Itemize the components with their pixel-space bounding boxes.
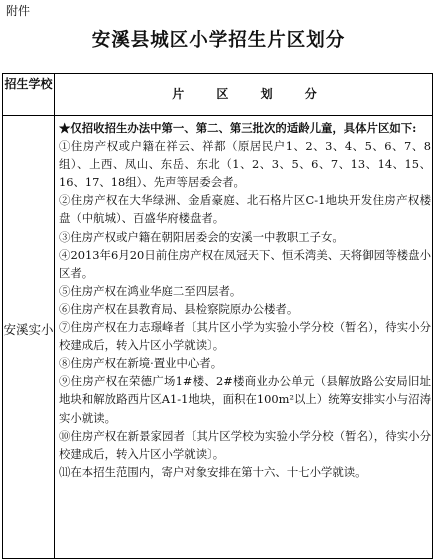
attachment-label: 附件 <box>6 4 31 18</box>
lead-text: ★仅招收招生办法中第一、第二、第三批次的适龄儿童，具体片区如下: <box>59 121 417 135</box>
district-item: ③住房产权或户籍在朝阳居委会的安溪一中教职工子女。 <box>59 229 344 244</box>
district-item: ⑤住房产权在鸿业华庭二至四层者。 <box>59 283 242 298</box>
page-title: 安溪县城区小学招生片区划分 <box>91 30 346 51</box>
column-divider <box>54 74 55 558</box>
district-item: ①住房产权或户籍在祥云、祥都（原居民户1、2、3、4、5、6、7、8组）、上西、凤山、东岳、东北（1、2、3、5、6、7、13、14、15、16、17、18组）、先声等居委会者。 <box>59 139 431 190</box>
header-district-column: 片 区 划 分 <box>172 87 317 101</box>
district-description-cell <box>59 119 431 481</box>
district-item: ⑦住房产权在力志璟峰者〔其片区小学为实验小学分校（暂名），待实小分校建成后，转入片区小学就读〕。 <box>59 320 431 353</box>
district-item: ⑨住房产权在荣德广场1#楼、2#楼商业办公单元（县解放路公安局旧址地块和解放路西片区A1-1地块，面积在100m²以上）统筹安排实小与沼涛实小就读。 <box>59 374 431 425</box>
district-item: ⑧住房产权在新境·置业中心者。 <box>59 356 223 371</box>
school-name-cell: 安溪实小 <box>3 322 54 337</box>
district-item: ⑥住房产权在县教育局、县检察院原办公楼者。 <box>59 301 299 316</box>
district-table <box>2 73 433 559</box>
district-item: ⑾在本招生范围内，寄户对象安排在第十六、十七小学就读。 <box>59 464 367 479</box>
district-item: ④2013年6月20日前住房产权在凤冠天下、恒禾湾美、天将御园等楼盘小区者。 <box>59 247 431 280</box>
district-item: ⑩住房产权在新景家园者〔其片区学校为实验小学分校（暂名），待实小分校建成后，转入片区小学就读〕。 <box>59 428 431 461</box>
header-school-column: 招生学校 <box>4 77 53 91</box>
district-item: ②住房产权在大华绿洲、金盾豪庭、北石格片区C-1地块开发住房产权楼盘（中航城）、百盛华府楼盘者。 <box>59 193 431 226</box>
header-divider <box>3 115 432 116</box>
